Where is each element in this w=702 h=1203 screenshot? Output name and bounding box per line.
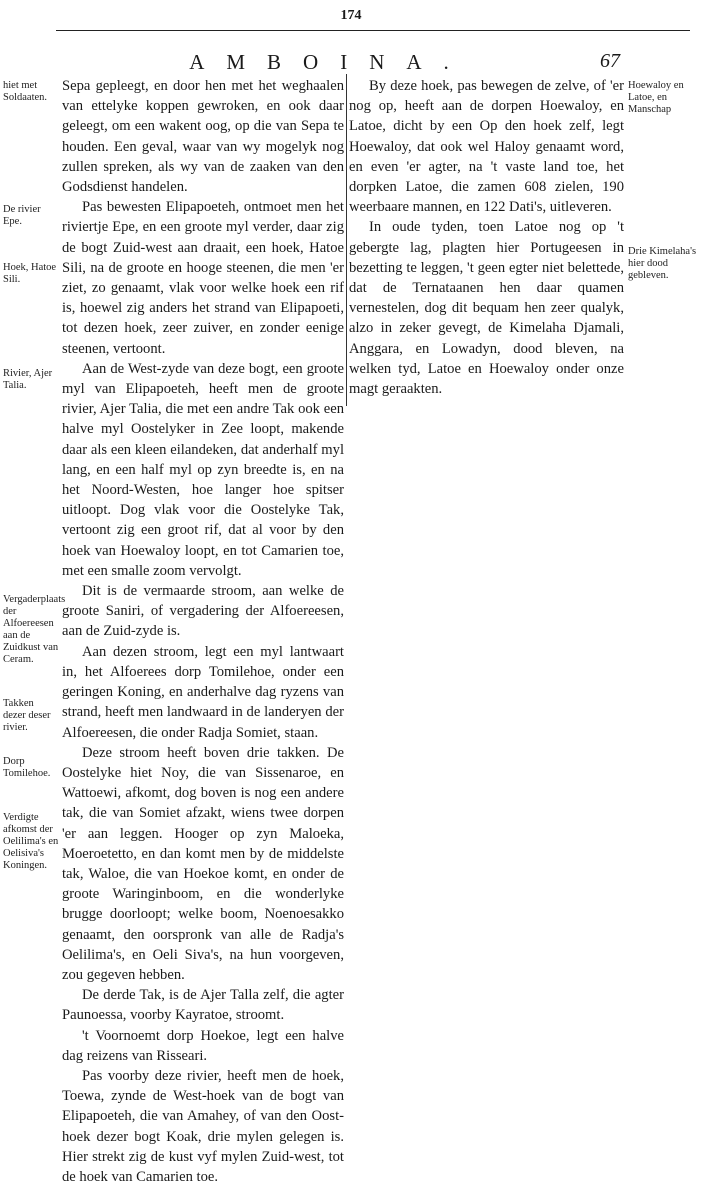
margin-note: Hoek, Hatoe Sili. bbox=[3, 262, 57, 285]
paragraph: 't Voornoemt dorp Hoekoe, legt een halve dag reizens van Risseari. bbox=[62, 1027, 344, 1064]
running-head: AMBOINA. bbox=[189, 50, 471, 74]
column-divider bbox=[346, 74, 347, 406]
margin-note: Hoewaloy en Latoe, en Manschap bbox=[628, 80, 684, 115]
folio: 174 bbox=[340, 8, 362, 23]
paragraph: Pas voorby deze rivier, heeft men de hoek, Toewa, zynde de West-hoek van de bogt van Elipapoeteh, die van Amahey, of van den Oost-hoek dezer bogt Koak, drie mylen gelegen is. Hier strekt zig de kust vyf mylen Zuid-west, tot de hoek van Camarien toe. bbox=[62, 1067, 344, 1185]
margin-note: Rivier, Ajer Talia. bbox=[3, 368, 53, 391]
paragraph: In oude tyden, toen Latoe nog op 't gebergte lag, plagten hier Portugeesen in bezetting te leggen, 't geen egter niet belettede, dat de Ternataanen hen daar quamen vernestelen, dog dit bequam hen zeer qualyk, alzo in zeker gevegt, de Kimelaha Djamali, Anggara, en Lowadyn, dood bleven, na welken tyd, Latoe en Hoewaloy onder onze magt geraakten. bbox=[349, 219, 624, 398]
margin-note: Takken dezer deser rivier. bbox=[3, 698, 51, 733]
paragraph: De derde Tak, is de Ajer Talla zelf, die agter Paunoessa, voorby Kayratoe, stroomt. bbox=[62, 987, 344, 1024]
margin-note: hiet met Soldaaten. bbox=[3, 80, 48, 103]
paragraph: By deze hoek, pas bewegen de zelve, of 'er nog op, heeft aan de dorpen Hoewaloy, en Latoe, dicht by een Op den hoek zelf, legt Hoewaloy, dat ook wel Haloy genaamt word, en even 'er agter, na 't vaste land toe, het dorpken Latoe, die zamen 608 zielen, 190 weerbaare mannen, en 122 Dati's, uitleveren. bbox=[349, 78, 624, 216]
left-text-column bbox=[62, 76, 344, 1187]
page-number: 67 bbox=[600, 50, 620, 72]
paragraph: Pas bewesten Elipapoeteh, ontmoet men het riviertje Epe, en een groote myl verder, daar zig de bogt Zuid-west aan draait, een hoek, Hatoe Sili, na de groote en hooge steenen, die men 'er ziet, zo genaamt, vlak voor welke hoek een rif is, hoewel zig anders het strand van Elipapoeti, tot dezen hoek, zeer zuiver, en zonder eenige steenen, vertoont. bbox=[62, 199, 344, 357]
margin-note: Drie Kimelaha's hier dood gebleven. bbox=[628, 246, 697, 281]
margin-note: Verdigte afkomst der Oelilima's en Oelisiva's Koningen. bbox=[3, 812, 59, 871]
right-text-column bbox=[349, 76, 624, 399]
paragraph: Aan dezen stroom, legt een myl lantwaart in, het Alfoerees dorp Tomilehoe, onder een geringen Koning, en anderhalve dag ryzens van strand, heeft men landwaard in de landeryen der Alfoereesen, die onder Radja Somiet, staan. bbox=[62, 643, 344, 741]
paragraph: Sepa gepleegt, en door hen met het weghaalen van ettelyke koppen gewroken, en ook daar geleegt, om een wakent oog, op die van Sepa te houden. Een geval, waar van wy mogelyk nog zullen spreken, als wy van de zaaken van den Godsdienst handelen. bbox=[62, 78, 344, 196]
header-rule bbox=[56, 30, 690, 31]
margin-note: Vergaderplaats der Alfoereesen aan de Zuidkust van Ceram. bbox=[3, 594, 66, 665]
paragraph: Aan de West-zyde van deze bogt, een groote myl van Elipapoeteh, heeft men de groote rivier, Ajer Talia, die met een andre Tak ook een halve myl Oostelyker in Zee loopt, makende daar als een kleen eilandeken, dat anderhalf myl lang, en een half myl op zyn breedte is, en na het Noord-Westen, hoe langer hoe spitser uitloopt. Dog vlak voor die Oostelyke Tak, vertoont zig een groot rif, dat al voor by den hoek van Hoewaloy loopt, en tot Camarien toe, met een smalle zoom vervolgt. bbox=[62, 360, 344, 579]
paragraph: Deze stroom heeft boven drie takken. De Oostelyke hiet Noy, die van Sissenaroe, en Wattoewi, afkomt, dog boven is nog een andere tak, die van Somiet afzakt, wiens twee dorpen 'er aan leggen. Hooger op zyn Maloeka, Moeroetetto, en dan komt men by de middelste tak, Waloe, die van Hoekoe komt, en onder de groote Waringinboom, en die wonderlyke brugge doorloopt; welke boom, Noenoesakko genaamt, den oorspronk van alle de Radja's Oelilima's, en Oeli Siva's, na hun voorgeven, zou gegeven hebben. bbox=[62, 744, 344, 983]
paragraph: Dit is de vermaarde stroom, aan welke de groote Saniri, of vergadering der Alfoereesen, aan de Zuid-zyde is. bbox=[62, 583, 344, 640]
margin-note: Dorp Tomilehoe. bbox=[3, 756, 51, 779]
margin-note: De rivier Epe. bbox=[3, 204, 41, 227]
